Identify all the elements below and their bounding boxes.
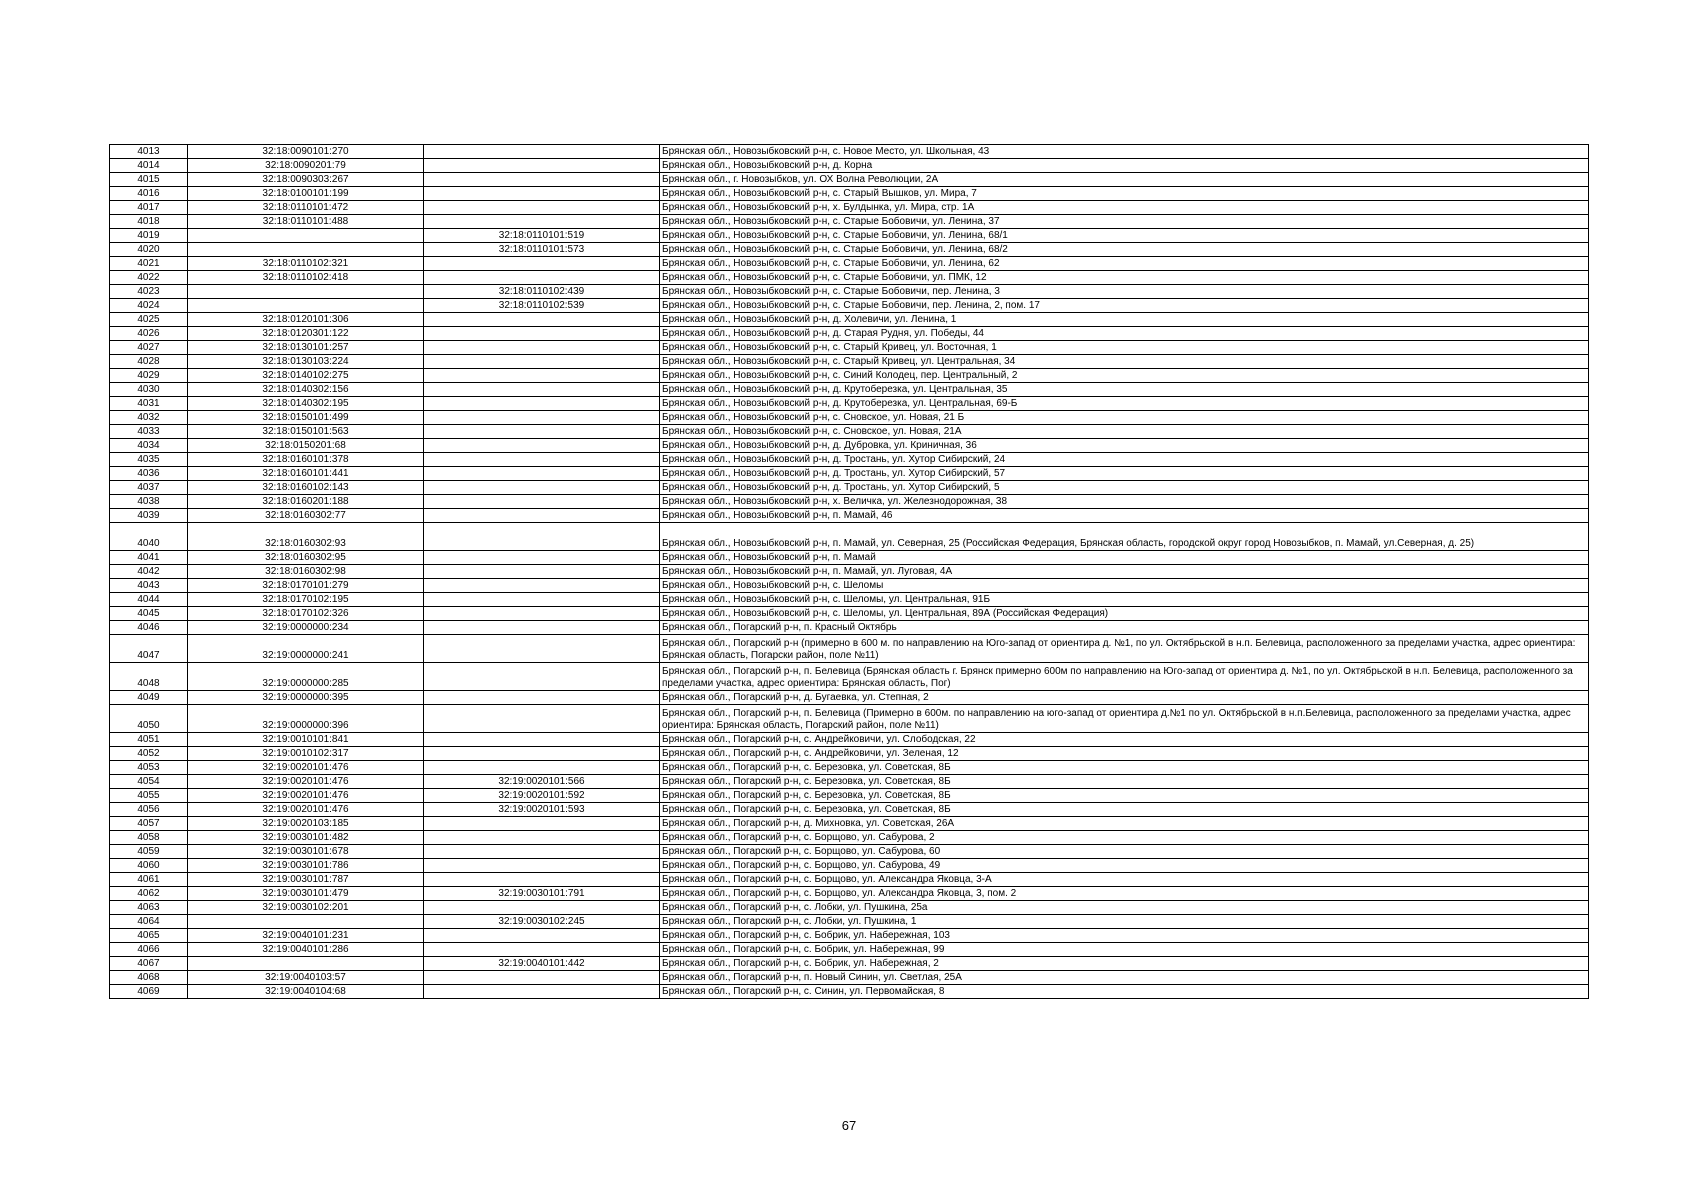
cadastral-number-cell: 32:19:0030101:479 [188, 887, 424, 901]
row-number-cell: 4019 [110, 229, 188, 243]
linked-cadastral-number-cell [424, 439, 660, 453]
cadastral-number-cell: 32:18:0140302:156 [188, 383, 424, 397]
table-row [110, 285, 1589, 299]
table-row [110, 495, 1589, 509]
cadastral-number-cell: 32:18:0170102:326 [188, 607, 424, 621]
linked-cadastral-number-cell [424, 383, 660, 397]
address-cell: Брянская обл., Новозыбковский р-н, с. Шеломы, ул. Центральная, 89А (Российская Федерация) [660, 607, 1589, 621]
linked-cadastral-number-cell [424, 621, 660, 635]
cadastral-number-cell: 32:18:0150101:563 [188, 425, 424, 439]
table-row [110, 691, 1589, 705]
linked-cadastral-number-cell [424, 411, 660, 425]
linked-cadastral-number-cell [424, 985, 660, 999]
address-cell: Брянская обл., Погарский р-н, с. Бобрик, ул. Набережная, 103 [660, 929, 1589, 943]
table-row [110, 299, 1589, 313]
linked-cadastral-number-cell [424, 327, 660, 341]
address-cell: Брянская обл., г. Новозыбков, ул. ОХ Волна Революции, 2А [660, 173, 1589, 187]
linked-cadastral-number-cell [424, 509, 660, 523]
cadastral-number-cell: 32:18:0140102:275 [188, 369, 424, 383]
table-row [110, 621, 1589, 635]
linked-cadastral-number-cell [424, 159, 660, 173]
linked-cadastral-number-cell: 32:19:0020101:566 [424, 775, 660, 789]
address-cell: Брянская обл., Погарский р-н, с. Андрейковичи, ул. Зеленая, 12 [660, 747, 1589, 761]
cadastral-number-cell: 32:18:0160302:95 [188, 551, 424, 565]
linked-cadastral-number-cell [424, 943, 660, 957]
cadastral-number-cell: 32:19:0030102:201 [188, 901, 424, 915]
address-cell: Брянская обл., Новозыбковский р-н, с. Шеломы [660, 579, 1589, 593]
cadastral-number-cell: 32:19:0000000:396 [188, 705, 424, 733]
table-row [110, 789, 1589, 803]
address-cell: Брянская обл., Погарский р-н, с. Синин, ул. Первомайская, 8 [660, 985, 1589, 999]
row-number-cell: 4057 [110, 817, 188, 831]
row-number-cell: 4014 [110, 159, 188, 173]
linked-cadastral-number-cell [424, 663, 660, 691]
address-cell: Брянская обл., Погарский р-н, с. Лобки, ул. Пушкина, 25а [660, 901, 1589, 915]
linked-cadastral-number-cell [424, 901, 660, 915]
row-number-cell: 4055 [110, 789, 188, 803]
row-number-cell: 4063 [110, 901, 188, 915]
linked-cadastral-number-cell [424, 173, 660, 187]
address-cell: Брянская обл., Новозыбковский р-н, с. Старый Вышков, ул. Мира, 7 [660, 187, 1589, 201]
table-row [110, 747, 1589, 761]
table-row [110, 957, 1589, 971]
row-number-cell: 4017 [110, 201, 188, 215]
cadastral-number-cell [188, 915, 424, 929]
cadastral-number-cell: 32:19:0000000:234 [188, 621, 424, 635]
cadastral-number-cell: 32:18:0100101:199 [188, 187, 424, 201]
table-row [110, 355, 1589, 369]
linked-cadastral-number-cell [424, 145, 660, 159]
table-row [110, 607, 1589, 621]
table-row [110, 159, 1589, 173]
address-cell: Брянская обл., Погарский р-н, с. Бобрик, ул. Набережная, 99 [660, 943, 1589, 957]
address-cell: Брянская обл., Новозыбковский р-н, д. Дубровка, ул. Криничная, 36 [660, 439, 1589, 453]
cadastral-number-cell: 32:19:0000000:285 [188, 663, 424, 691]
address-cell: Брянская обл., Погарский р-н, д. Бугаевка, ул. Степная, 2 [660, 691, 1589, 705]
row-number-cell: 4056 [110, 803, 188, 817]
address-cell: Брянская обл., Погарский р-н, д. Михновка, ул. Советская, 26А [660, 817, 1589, 831]
cadastral-number-cell: 32:18:0130103:224 [188, 355, 424, 369]
linked-cadastral-number-cell [424, 481, 660, 495]
table-row [110, 453, 1589, 467]
linked-cadastral-number-cell [424, 859, 660, 873]
table-row [110, 663, 1589, 691]
cadastral-number-cell: 32:19:0000000:241 [188, 635, 424, 663]
table-row [110, 775, 1589, 789]
table-row [110, 943, 1589, 957]
table-row [110, 173, 1589, 187]
address-cell: Брянская обл., Новозыбковский р-н, с. Старые Бобовичи, пер. Ленина, 3 [660, 285, 1589, 299]
cadastral-number-cell: 32:18:0160302:77 [188, 509, 424, 523]
linked-cadastral-number-cell [424, 467, 660, 481]
address-cell: Брянская обл., Новозыбковский р-н, д. Тростань, ул. Хутор Сибирский, 57 [660, 467, 1589, 481]
cadastral-number-cell: 32:18:0130101:257 [188, 341, 424, 355]
row-number-cell: 4030 [110, 383, 188, 397]
table-row [110, 705, 1589, 733]
table-row [110, 985, 1589, 999]
table-row [110, 201, 1589, 215]
table-row [110, 817, 1589, 831]
linked-cadastral-number-cell [424, 845, 660, 859]
linked-cadastral-number-cell: 32:18:0110102:539 [424, 299, 660, 313]
linked-cadastral-number-cell [424, 257, 660, 271]
table-row [110, 873, 1589, 887]
row-number-cell: 4038 [110, 495, 188, 509]
cadastral-number-cell: 32:19:0010101:841 [188, 733, 424, 747]
linked-cadastral-number-cell [424, 355, 660, 369]
row-number-cell: 4033 [110, 425, 188, 439]
row-number-cell: 4051 [110, 733, 188, 747]
cadastral-number-cell: 32:18:0090201:79 [188, 159, 424, 173]
table-row [110, 271, 1589, 285]
address-cell: Брянская обл., Новозыбковский р-н, с. Сновское, ул. Новая, 21 Б [660, 411, 1589, 425]
cadastral-number-cell: 32:18:0160101:378 [188, 453, 424, 467]
linked-cadastral-number-cell: 32:18:0110101:573 [424, 243, 660, 257]
table-row [110, 341, 1589, 355]
table-row [110, 579, 1589, 593]
row-number-cell: 4045 [110, 607, 188, 621]
table-row [110, 439, 1589, 453]
address-cell: Брянская обл., Новозыбковский р-н, д. Крутоберезка, ул. Центральная, 35 [660, 383, 1589, 397]
linked-cadastral-number-cell [424, 817, 660, 831]
cadastral-number-cell: 32:18:0160302:98 [188, 565, 424, 579]
address-cell: Брянская обл., Новозыбковский р-н, с. Синий Колодец, пер. Центральный, 2 [660, 369, 1589, 383]
address-cell: Брянская обл., Новозыбковский р-н, д. Тростань, ул. Хутор Сибирский, 5 [660, 481, 1589, 495]
linked-cadastral-number-cell [424, 523, 660, 551]
linked-cadastral-number-cell: 32:19:0020101:593 [424, 803, 660, 817]
cadastral-number-cell [188, 229, 424, 243]
table-row [110, 859, 1589, 873]
address-cell: Брянская обл., Погарский р-н, п. Новый Синин, ул. Светлая, 25А [660, 971, 1589, 985]
table-row [110, 145, 1589, 159]
cadastral-number-cell: 32:18:0110101:472 [188, 201, 424, 215]
table-row [110, 593, 1589, 607]
row-number-cell: 4053 [110, 761, 188, 775]
address-cell: Брянская обл., Погарский р-н, п. Белевица (Примерно в 600м. по направлению на юго-запад от ориентира д.№1 по ул. Октябрьской в н.п.Белевица, расположенного за пределами участка, адрес ориентира: Брянская область, Погарский район, поле №11) [660, 705, 1589, 733]
address-cell: Брянская обл., Новозыбковский р-н, д. Корна [660, 159, 1589, 173]
cadastral-number-cell: 32:19:0010102:317 [188, 747, 424, 761]
row-number-cell: 4065 [110, 929, 188, 943]
table-row [110, 215, 1589, 229]
address-cell: Брянская обл., Новозыбковский р-н, с. Старый Кривец, ул. Центральная, 34 [660, 355, 1589, 369]
address-cell: Брянская обл., Погарский р-н, с. Борщово, ул. Сабурова, 49 [660, 859, 1589, 873]
address-cell: Брянская обл., Новозыбковский р-н, с. Старые Бобовичи, пер. Ленина, 2, пом. 17 [660, 299, 1589, 313]
row-number-cell: 4024 [110, 299, 188, 313]
table-row [110, 397, 1589, 411]
address-cell: Брянская обл., Новозыбковский р-н, х. Булдынка, ул. Мира, стр. 1А [660, 201, 1589, 215]
address-cell: Брянская обл., Погарский р-н, п. Белевица (Брянская область г. Брянск примерно 600м по направлению на Юго-запад от ориентира д. №1, по ул. Октябрьской в н.п. Белевица, расположенного за пределами участка, адрес ориентира: Брянская область, Пог) [660, 663, 1589, 691]
table-row [110, 481, 1589, 495]
cadastral-number-cell: 32:19:0020101:476 [188, 775, 424, 789]
linked-cadastral-number-cell [424, 831, 660, 845]
cadastral-number-cell: 32:19:0020101:476 [188, 789, 424, 803]
address-cell: Брянская обл., Новозыбковский р-н, с. Новое Место, ул. Школьная, 43 [660, 145, 1589, 159]
linked-cadastral-number-cell [424, 635, 660, 663]
row-number-cell: 4039 [110, 509, 188, 523]
linked-cadastral-number-cell [424, 271, 660, 285]
registry-table-body [110, 145, 1589, 999]
cadastral-number-cell: 32:19:0020101:476 [188, 761, 424, 775]
row-number-cell: 4061 [110, 873, 188, 887]
row-number-cell: 4066 [110, 943, 188, 957]
address-cell: Брянская обл., Новозыбковский р-н, с. Сновское, ул. Новая, 21А [660, 425, 1589, 439]
cadastral-number-cell: 32:19:0040104:68 [188, 985, 424, 999]
address-cell: Брянская обл., Погарский р-н, с. Березовка, ул. Советская, 8Б [660, 761, 1589, 775]
cadastral-number-cell: 32:18:0160102:143 [188, 481, 424, 495]
cadastral-number-cell: 32:18:0160302:93 [188, 523, 424, 551]
row-number-cell: 4025 [110, 313, 188, 327]
table-row [110, 369, 1589, 383]
address-cell: Брянская обл., Новозыбковский р-н, с. Шеломы, ул. Центральная, 91Б [660, 593, 1589, 607]
row-number-cell: 4015 [110, 173, 188, 187]
cadastral-number-cell: 32:18:0120101:306 [188, 313, 424, 327]
cadastral-number-cell: 32:19:0040101:286 [188, 943, 424, 957]
linked-cadastral-number-cell [424, 453, 660, 467]
address-cell: Брянская обл., Погарский р-н, с. Борщово, ул. Сабурова, 2 [660, 831, 1589, 845]
cadastral-number-cell: 32:18:0150201:68 [188, 439, 424, 453]
address-cell: Брянская обл., Новозыбковский р-н, п. Мамай, ул. Северная, 25 (Российская Федерация, Брянская область, городской округ город Новозыбков, п. Мамай, ул.Северная, д. 25) [660, 523, 1589, 551]
address-cell: Брянская обл., Новозыбковский р-н, п. Мамай, ул. Луговая, 4А [660, 565, 1589, 579]
cadastral-number-cell: 32:18:0090101:270 [188, 145, 424, 159]
row-number-cell: 4058 [110, 831, 188, 845]
row-number-cell: 4037 [110, 481, 188, 495]
linked-cadastral-number-cell [424, 733, 660, 747]
linked-cadastral-number-cell: 32:18:0110102:439 [424, 285, 660, 299]
row-number-cell: 4027 [110, 341, 188, 355]
row-number-cell: 4022 [110, 271, 188, 285]
address-cell: Брянская обл., Новозыбковский р-н, д. Холевичи, ул. Ленина, 1 [660, 313, 1589, 327]
table-row [110, 845, 1589, 859]
linked-cadastral-number-cell [424, 747, 660, 761]
row-number-cell: 4031 [110, 397, 188, 411]
cadastral-number-cell: 32:19:0030101:787 [188, 873, 424, 887]
linked-cadastral-number-cell [424, 579, 660, 593]
table-row [110, 831, 1589, 845]
row-number-cell: 4032 [110, 411, 188, 425]
address-cell: Брянская обл., Новозыбковский р-н, с. Старые Бобовичи, ул. Ленина, 68/1 [660, 229, 1589, 243]
cadastral-number-cell: 32:19:0030101:678 [188, 845, 424, 859]
linked-cadastral-number-cell [424, 565, 660, 579]
table-row [110, 887, 1589, 901]
linked-cadastral-number-cell: 32:19:0030102:245 [424, 915, 660, 929]
address-cell: Брянская обл., Новозыбковский р-н, с. Старые Бобовичи, ул. ПМК, 12 [660, 271, 1589, 285]
address-cell: Брянская обл., Новозыбковский р-н, п. Мамай, 46 [660, 509, 1589, 523]
row-number-cell: 4040 [110, 523, 188, 551]
table-row [110, 929, 1589, 943]
cadastral-number-cell: 32:19:0030101:786 [188, 859, 424, 873]
cadastral-number-cell: 32:18:0160101:441 [188, 467, 424, 481]
linked-cadastral-number-cell: 32:19:0020101:592 [424, 789, 660, 803]
row-number-cell: 4042 [110, 565, 188, 579]
address-cell: Брянская обл., Погарский р-н, п. Красный Октябрь [660, 621, 1589, 635]
cadastral-number-cell: 32:18:0140302:195 [188, 397, 424, 411]
linked-cadastral-number-cell [424, 607, 660, 621]
row-number-cell: 4018 [110, 215, 188, 229]
linked-cadastral-number-cell [424, 761, 660, 775]
linked-cadastral-number-cell: 32:19:0040101:442 [424, 957, 660, 971]
page-number: 67 [841, 1118, 857, 1133]
linked-cadastral-number-cell [424, 551, 660, 565]
row-number-cell: 4069 [110, 985, 188, 999]
linked-cadastral-number-cell [424, 397, 660, 411]
linked-cadastral-number-cell [424, 873, 660, 887]
address-cell: Брянская обл., Погарский р-н, с. Борщово, ул. Александра Яковца, 3, пом. 2 [660, 887, 1589, 901]
row-number-cell: 4044 [110, 593, 188, 607]
cadastral-number-cell: 32:19:0020101:476 [188, 803, 424, 817]
table-row [110, 565, 1589, 579]
table-row [110, 915, 1589, 929]
cadastral-number-cell: 32:19:0030101:482 [188, 831, 424, 845]
table-row [110, 383, 1589, 397]
linked-cadastral-number-cell [424, 691, 660, 705]
cadastral-number-cell: 32:18:0160201:188 [188, 495, 424, 509]
row-number-cell: 4016 [110, 187, 188, 201]
linked-cadastral-number-cell: 32:19:0030101:791 [424, 887, 660, 901]
linked-cadastral-number-cell [424, 369, 660, 383]
table-row [110, 243, 1589, 257]
table-row [110, 411, 1589, 425]
cadastral-number-cell: 32:19:0000000:395 [188, 691, 424, 705]
table-row [110, 523, 1589, 551]
row-number-cell: 4020 [110, 243, 188, 257]
row-number-cell: 4050 [110, 705, 188, 733]
table-row [110, 803, 1589, 817]
table-row [110, 229, 1589, 243]
address-cell: Брянская обл., Новозыбковский р-н, д. Тростань, ул. Хутор Сибирский, 24 [660, 453, 1589, 467]
linked-cadastral-number-cell [424, 187, 660, 201]
cadastral-number-cell: 32:19:0040103:57 [188, 971, 424, 985]
linked-cadastral-number-cell [424, 705, 660, 733]
row-number-cell: 4036 [110, 467, 188, 481]
row-number-cell: 4064 [110, 915, 188, 929]
row-number-cell: 4067 [110, 957, 188, 971]
address-cell: Брянская обл., Новозыбковский р-н, с. Старые Бобовичи, ул. Ленина, 37 [660, 215, 1589, 229]
address-cell: Брянская обл., Погарский р-н, с. Борщово, ул. Сабурова, 60 [660, 845, 1589, 859]
row-number-cell: 4041 [110, 551, 188, 565]
address-cell: Брянская обл., Новозыбковский р-н, с. Старые Бобовичи, ул. Ленина, 62 [660, 257, 1589, 271]
row-number-cell: 4029 [110, 369, 188, 383]
table-row [110, 635, 1589, 663]
address-cell: Брянская обл., Погарский р-н, с. Борщово, ул. Александра Яковца, 3-А [660, 873, 1589, 887]
cadastral-number-cell [188, 299, 424, 313]
row-number-cell: 4026 [110, 327, 188, 341]
table-row [110, 425, 1589, 439]
address-cell: Брянская обл., Погарский р-н, с. Андрейковичи, ул. Слободская, 22 [660, 733, 1589, 747]
address-cell: Брянская обл., Новозыбковский р-н, с. Старые Бобовичи, ул. Ленина, 68/2 [660, 243, 1589, 257]
row-number-cell: 4043 [110, 579, 188, 593]
registry-table [109, 144, 1589, 999]
linked-cadastral-number-cell [424, 201, 660, 215]
linked-cadastral-number-cell [424, 341, 660, 355]
address-cell: Брянская обл., Погарский р-н, с. Березовка, ул. Советская, 8Б [660, 803, 1589, 817]
address-cell: Брянская обл., Погарский р-н, с. Березовка, ул. Советская, 8Б [660, 775, 1589, 789]
row-number-cell: 4060 [110, 859, 188, 873]
cadastral-number-cell: 32:18:0170101:279 [188, 579, 424, 593]
linked-cadastral-number-cell [424, 215, 660, 229]
cadastral-number-cell: 32:18:0150101:499 [188, 411, 424, 425]
table-row [110, 551, 1589, 565]
linked-cadastral-number-cell [424, 495, 660, 509]
table-row [110, 467, 1589, 481]
row-number-cell: 4062 [110, 887, 188, 901]
table-row [110, 187, 1589, 201]
address-cell: Брянская обл., Новозыбковский р-н, х. Величка, ул. Железнодорожная, 38 [660, 495, 1589, 509]
row-number-cell: 4021 [110, 257, 188, 271]
linked-cadastral-number-cell [424, 929, 660, 943]
table-row [110, 901, 1589, 915]
address-cell: Брянская обл., Погарский р-н, с. Березовка, ул. Советская, 8Б [660, 789, 1589, 803]
cadastral-number-cell: 32:19:0020103:185 [188, 817, 424, 831]
address-cell: Брянская обл., Новозыбковский р-н, с. Старый Кривец, ул. Восточная, 1 [660, 341, 1589, 355]
cadastral-number-cell: 32:18:0090303:267 [188, 173, 424, 187]
table-row [110, 327, 1589, 341]
table-row [110, 257, 1589, 271]
cadastral-number-cell: 32:19:0040101:231 [188, 929, 424, 943]
cadastral-number-cell: 32:18:0110102:418 [188, 271, 424, 285]
cadastral-number-cell [188, 957, 424, 971]
cadastral-number-cell: 32:18:0170102:195 [188, 593, 424, 607]
cadastral-number-cell: 32:18:0120301:122 [188, 327, 424, 341]
linked-cadastral-number-cell [424, 971, 660, 985]
row-number-cell: 4047 [110, 635, 188, 663]
table-row [110, 509, 1589, 523]
table-row [110, 733, 1589, 747]
row-number-cell: 4059 [110, 845, 188, 859]
table-row [110, 761, 1589, 775]
address-cell: Брянская обл., Новозыбковский р-н, п. Мамай [660, 551, 1589, 565]
row-number-cell: 4028 [110, 355, 188, 369]
row-number-cell: 4049 [110, 691, 188, 705]
cadastral-number-cell: 32:18:0110101:488 [188, 215, 424, 229]
row-number-cell: 4013 [110, 145, 188, 159]
address-cell: Брянская обл., Новозыбковский р-н, д. Старая Рудня, ул. Победы, 44 [660, 327, 1589, 341]
row-number-cell: 4046 [110, 621, 188, 635]
linked-cadastral-number-cell [424, 425, 660, 439]
row-number-cell: 4054 [110, 775, 188, 789]
address-cell: Брянская обл., Погарский р-н (примерно в 600 м. по направлению на Юго-запад от ориентира д. №1, по ул. Октябрьской в н.п. Белевица, расположенного за пределами участка, адрес ориентира: Брянская область, Погарски район, поле №11) [660, 635, 1589, 663]
row-number-cell: 4035 [110, 453, 188, 467]
row-number-cell: 4048 [110, 663, 188, 691]
linked-cadastral-number-cell: 32:18:0110101:519 [424, 229, 660, 243]
row-number-cell: 4034 [110, 439, 188, 453]
linked-cadastral-number-cell [424, 313, 660, 327]
row-number-cell: 4052 [110, 747, 188, 761]
address-cell: Брянская обл., Новозыбковский р-н, д. Крутоберезка, ул. Центральная, 69-Б [660, 397, 1589, 411]
address-cell: Брянская обл., Погарский р-н, с. Бобрик, ул. Набережная, 2 [660, 957, 1589, 971]
address-cell: Брянская обл., Погарский р-н, с. Лобки, ул. Пушкина, 1 [660, 915, 1589, 929]
row-number-cell: 4068 [110, 971, 188, 985]
table-row [110, 313, 1589, 327]
linked-cadastral-number-cell [424, 593, 660, 607]
cadastral-number-cell [188, 243, 424, 257]
cadastral-number-cell [188, 285, 424, 299]
table-row [110, 971, 1589, 985]
row-number-cell: 4023 [110, 285, 188, 299]
cadastral-number-cell: 32:18:0110102:321 [188, 257, 424, 271]
